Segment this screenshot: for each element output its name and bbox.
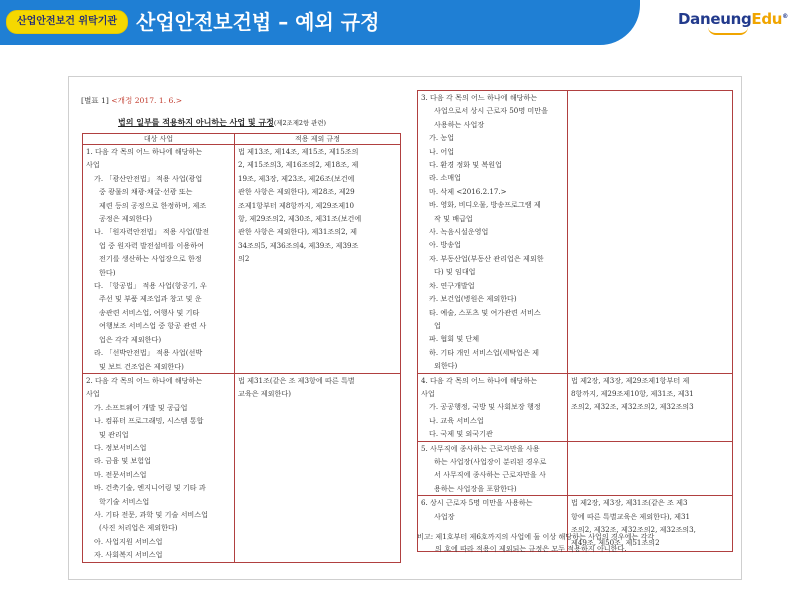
logo-registered-mark: ® [782, 13, 788, 20]
cell-text-line: 외한다) [434, 361, 458, 371]
cell-text-line: 마. 삭제 <2016.2.17.> [429, 186, 507, 196]
cell-text-line: 나. 어업 [429, 146, 455, 156]
cell-text-line: 학기술 서비스업 [99, 496, 150, 506]
cell-text-line: 및 보트 건조업은 제외한다) [99, 361, 184, 371]
logo-smile-icon [708, 27, 748, 35]
cell-text-line: 사. 녹음시설운영업 [429, 227, 489, 237]
table-row [418, 441, 733, 496]
cell-text-line: 법 제13조, 제14조, 제15조, 제15조의 [238, 147, 359, 156]
cell-text-line: 5. 사무직에 종사하는 근로자만을 사용 [421, 443, 540, 453]
cell-text-line: 공정은 제외한다) [99, 214, 152, 224]
cell-text-line: 2. 다음 각 목의 어느 하나에 해당하는 [86, 375, 203, 385]
cell-text-line: 및 관리업 [99, 429, 129, 439]
business-cell [83, 145, 235, 374]
cell-text-line: 1. 다음 각 목의 어느 하나에 해당하는 [86, 147, 203, 156]
cell-text-line: 하. 기타 개인 서비스업(세탁업은 제 [429, 347, 539, 357]
cell-text-line: 사업으로서 상시 근로자 50명 미만을 [434, 106, 548, 116]
cell-text-line: 다) 및 임대업 [434, 267, 476, 277]
cell-text-line: 사. 기타 전문, 과학 및 기술 서비스업 [94, 509, 208, 519]
cell-text-line: 34조의5, 제36조의4, 제39조, 제39조 [238, 240, 359, 250]
cell-text-line: 가. 「광산안전법」 적용 사업(광업 [94, 173, 203, 183]
cell-text-line: 주선 및 부품 제조업과 창고 및 운 [99, 294, 202, 304]
cell-text-line: 조제1항부터 제8항까지, 제29조제10 [238, 200, 355, 210]
cell-text-line: 송관련 서비스업, 여행사 및 기타 [99, 307, 200, 317]
cell-text-line: 6. 상시 근로자 5명 미만을 사용하는 [421, 498, 533, 508]
cell-text-line: 업 [434, 320, 441, 330]
table-title-sub: (제2조제2항 관련) [273, 119, 327, 127]
cell-text-line: 가. 공공행정, 국방 및 사회보장 행정 [429, 402, 541, 412]
cell-text-line: 자. 부동산업(부동산 관리업은 제외한 [429, 253, 544, 263]
cell-text-line: 바. 건축기술, 엔지니어링 및 기타 과 [94, 483, 206, 493]
cell-text-line: 차. 연구개발업 [429, 280, 475, 290]
cell-text-line: 아. 사업지원 서비스업 [94, 536, 163, 546]
cell-text-line: 타. 예술, 스포츠 및 여가관련 서비스 [429, 307, 541, 317]
cell-text-line: 다. 환경 정화 및 복원업 [429, 160, 502, 170]
business-column-header: 대상 사업 [83, 134, 235, 145]
cell-text-line: 카. 보건업(병원은 제외한다) [429, 294, 517, 304]
cell-text-line: (사진 처리업은 제외한다) [99, 523, 178, 533]
business-cell [418, 373, 568, 441]
cell-text-line: 아. 방송업 [429, 240, 461, 250]
cell-text-line: 법 제2장, 제3장, 제31조(같은 조 제3 [571, 498, 688, 508]
footnote-line: 의 호에 따라 적용이 제외되는 규정은 모두 적용하지 아니한다. [435, 544, 627, 553]
cell-text-line: 라. 소매업 [429, 173, 461, 183]
footnote-line: 비고: 제1호부터 제6호까지의 사업에 둘 이상 해당하는 사업의 경우에는 각각 [417, 532, 655, 541]
cell-text-line: 2, 제15조의3, 제16조의2, 제18조, 제 [238, 160, 359, 170]
cell-text-line: 법 제31조(같은 조 제3항에 따른 특별 [238, 375, 355, 385]
table-row [418, 91, 733, 374]
footnote [417, 531, 732, 555]
cell-text-line: 조의2, 제32조, 제32조의2, 제32조의3, [571, 525, 696, 534]
revision-date: <개정 2017. 1. 6.> [111, 96, 183, 105]
cell-text-line: 자. 사회복지 서비스업 [94, 550, 163, 560]
cell-text-line: 3. 다음 각 목의 어느 하나에 해당하는 [421, 93, 538, 102]
cell-text-line: 제련 등의 공정으로 한정하며, 제조 [99, 200, 207, 210]
cell-text-line: 4. 다음 각 목의 어느 하나에 해당하는 [421, 375, 538, 385]
table-title [92, 117, 352, 128]
cell-text-line: 사업 [421, 388, 435, 398]
cell-text-line: 관한 사항은 제외한다), 제28조, 제29 [238, 187, 355, 197]
cell-text-line: 교육은 제외한다) [238, 389, 291, 399]
cell-text-line: 다. 「항공법」 적용 사업(항공기, 우 [94, 281, 207, 291]
table-row [83, 145, 401, 374]
cell-text-line: 의2 [238, 254, 250, 264]
cell-text-line: 하는 사업장(사업장이 분리된 경우로 [434, 456, 547, 466]
table-header-row [83, 134, 401, 145]
cell-text-line: 파. 협회 및 단체 [429, 334, 480, 344]
rules-cell [568, 441, 733, 496]
cell-text-line: 19조, 제3장, 제23조, 제26조(보건에 [238, 173, 355, 183]
cell-text-line: 작 및 배급업 [434, 213, 473, 223]
cell-text-line: 법 제2장, 제3장, 제29조제1항부터 제 [571, 375, 690, 385]
logo-edu-text: Edu [751, 10, 783, 28]
rules-cell [235, 373, 401, 562]
cell-text-line: 다. 국제 및 외국기관 [429, 429, 493, 439]
logo-main-text: Daneung [678, 10, 752, 28]
cell-text-line: 업 중 원자력 발전설비를 이용하여 [99, 240, 204, 250]
cell-text-line: 전기를 생산하는 사업장으로 한정 [99, 254, 202, 264]
cell-text-line: 나. 「원자력안전법」 적용 사업(발전 [94, 227, 210, 237]
cell-text-line: 바. 영화, 비디오물, 방송프로그램 제 [429, 200, 541, 210]
table-title-main: 법의 일부를 적용하지 아니하는 사업 및 규정 [117, 117, 274, 127]
cell-text-line: 마. 전문서비스업 [94, 469, 147, 479]
cell-text-line: 제49조, 제50조, 제51조의2 [571, 538, 660, 548]
rules-cell [568, 91, 733, 374]
cell-text-line: 라. 「선박안전법」 적용 사업(선박 [94, 348, 203, 358]
cell-text-line: 중 광물의 채광·채굴·선광 또는 [99, 187, 193, 197]
cell-text-line: 나. 컴퓨터 프로그래밍, 시스템 통합 [94, 416, 204, 426]
cell-text-line: 한다) [99, 267, 116, 277]
cell-text-line: 관한 사항은 제외한다), 제31조의2, 제 [238, 227, 357, 237]
slide-title: 산업안전보건법 – 예외 규정 [136, 10, 380, 34]
cell-text-line: 항, 제29조의2, 제30조, 제31조(보건에 [238, 214, 362, 224]
cell-text-line: 가. 농업 [429, 133, 455, 143]
cell-text-line: 업은 각각 제외한다) [99, 334, 162, 344]
cell-text-line: 8항까지, 제29조제10항, 제31조, 제31 [571, 388, 694, 398]
right-exception-table [417, 90, 733, 552]
rules-cell [235, 145, 401, 374]
left-exception-table [82, 133, 401, 563]
cell-text-line: 가. 소프트웨어 개발 및 공급업 [94, 402, 188, 412]
daneung-edu-logo [678, 10, 788, 28]
cell-text-line: 사용하는 사업장 [434, 119, 485, 129]
appendix-label: [별표 1] [81, 96, 109, 105]
business-cell [418, 91, 568, 374]
cell-text-line: 서 사무직에 종사하는 근로자만을 사 [434, 470, 546, 480]
business-cell [418, 441, 568, 496]
cell-text-line: 라. 금융 및 보험업 [94, 456, 151, 466]
cell-text-line: 용하는 사업장을 포함한다) [434, 483, 517, 493]
institution-badge: 산업안전보건 위탁기관 [6, 10, 128, 34]
cell-text-line: 조의2, 제32조, 제32조의2, 제32조의3 [571, 402, 694, 412]
excluded-rules-column-header: 적용 제외 규정 [235, 134, 401, 145]
table-row [83, 373, 401, 562]
rules-cell [568, 373, 733, 441]
table-reference [81, 94, 182, 108]
table-row [418, 373, 733, 441]
cell-text-line: 여행보조 서비스업 중 항공 관련 사 [99, 321, 207, 331]
cell-text-line: 다. 정보서비스업 [94, 442, 147, 452]
cell-text-line: 나. 교육 서비스업 [429, 415, 484, 425]
cell-text-line: 사업 [86, 160, 100, 170]
cell-text-line: 항에 따른 특별교육은 제외한다), 제31 [571, 511, 691, 521]
slide-header [0, 0, 800, 45]
cell-text-line: 사업 [86, 389, 100, 399]
cell-text-line: 사업장 [434, 511, 455, 521]
business-cell [83, 373, 235, 562]
